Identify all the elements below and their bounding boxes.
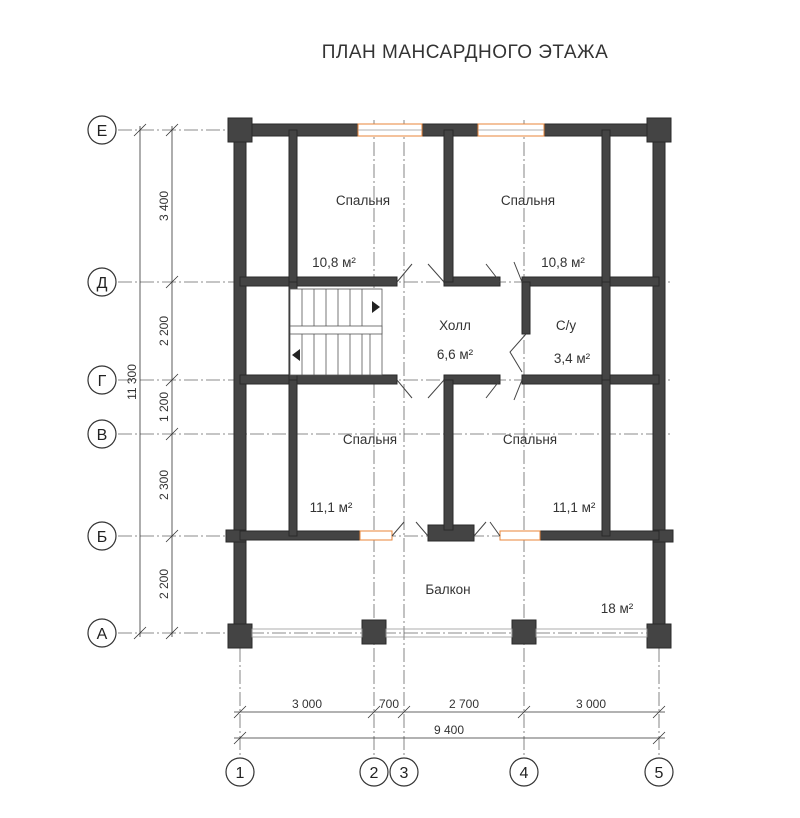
dim-label: 3 000 (291, 697, 323, 711)
room-area: 6,6 м² (436, 347, 474, 362)
dim-label: 2 200 (157, 315, 171, 347)
axis-col-label: 4 (519, 765, 529, 782)
room-area: 10,8 м² (541, 255, 585, 270)
dim-label: 2 700 (448, 697, 480, 711)
dim-label: 3 000 (575, 697, 607, 711)
room-name: Балкон (425, 582, 471, 597)
room-area: 18 м² (600, 601, 634, 616)
axis-row-label: Д (96, 275, 108, 292)
room-name: С/у (555, 318, 577, 333)
room-name: Спальня (502, 432, 558, 447)
vertical-dimensions (125, 124, 178, 639)
axis-col-label: 2 (369, 765, 379, 782)
axis-col-label: 5 (654, 765, 664, 782)
dim-total-label: 9 400 (433, 723, 465, 737)
dim-label: 2 200 (157, 568, 171, 600)
room-name: Спальня (500, 193, 556, 208)
room-name: Спальня (342, 432, 398, 447)
room-name: Спальня (335, 193, 391, 208)
walls (226, 118, 673, 648)
axis-row-label: Г (97, 373, 107, 390)
room-labels (310, 193, 634, 616)
dim-label: 3 400 (157, 190, 171, 222)
dim-label: 1 200 (157, 391, 171, 423)
room-area: 11,1 м² (552, 500, 596, 515)
staircase (290, 289, 382, 375)
room-name: Холл (439, 318, 471, 333)
axis-row-label: Е (96, 123, 108, 140)
room-area: 3,4 м² (553, 351, 591, 366)
column-axis-markers (226, 758, 673, 786)
axis-row-label: В (96, 427, 108, 444)
plan-title: ПЛАН МАНСАРДНОГО ЭТАЖА (321, 42, 609, 63)
axis-col-label: 3 (399, 765, 409, 782)
dim-total-label: 11 300 (125, 364, 139, 400)
axis-row-label: А (96, 626, 108, 643)
dim-label: 2 300 (157, 469, 171, 501)
axis-row-label: Б (96, 529, 108, 546)
axis-col-label: 1 (235, 765, 245, 782)
row-axis-markers (88, 116, 116, 647)
doors (392, 262, 526, 536)
dim-label: 700 (378, 697, 400, 711)
room-area: 10,8 м² (312, 255, 356, 270)
room-area: 11,1 м² (309, 500, 353, 515)
horizontal-dimensions (234, 697, 665, 744)
